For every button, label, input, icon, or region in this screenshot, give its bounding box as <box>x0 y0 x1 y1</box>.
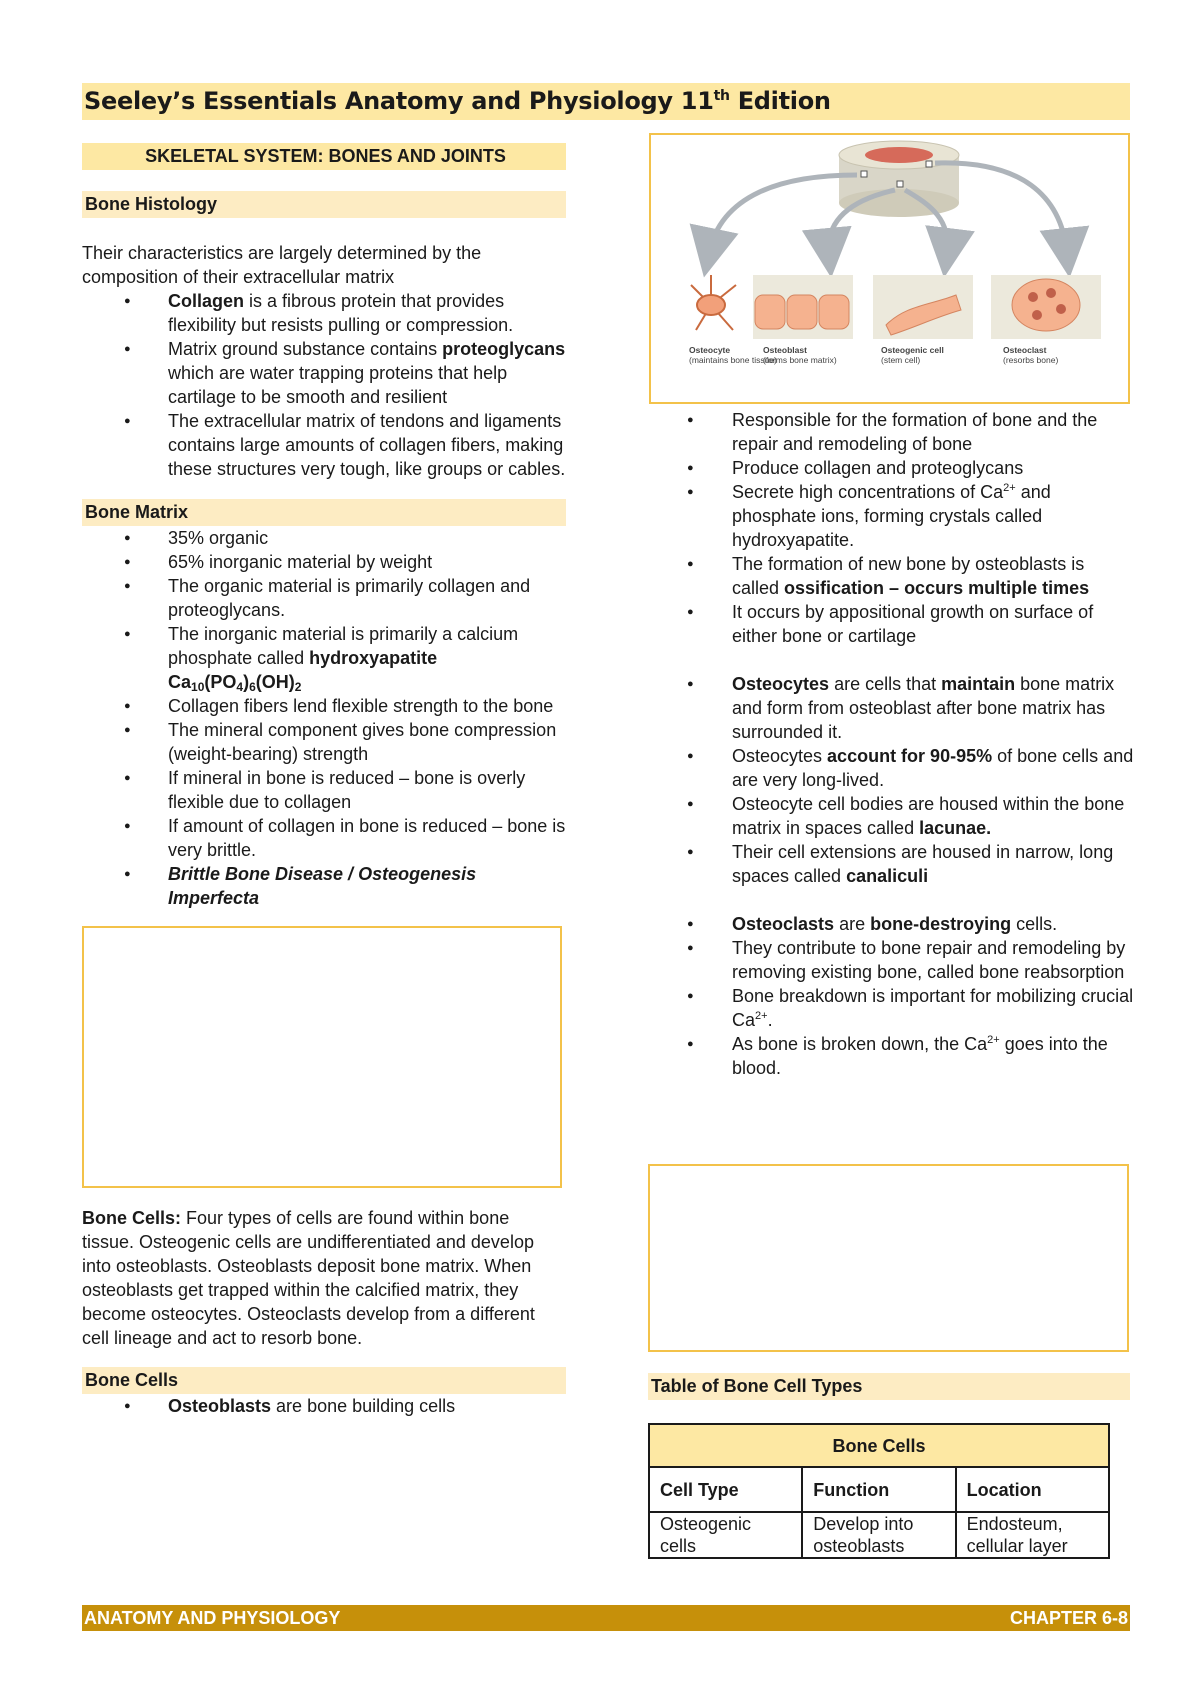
osteocyte-list <box>645 672 1135 888</box>
list-item: ● Responsible for the formation of bone and the repair and remodeling of bone <box>645 408 1135 456</box>
list-item: ● The formation of new bone by osteoblasts is called ossification – occurs multiple times <box>645 552 1135 600</box>
table-header-cell: Function <box>802 1467 955 1512</box>
title-superscript: th <box>713 88 730 104</box>
table-cell: Develop into osteoblasts <box>802 1512 955 1558</box>
osteoblast-list <box>645 408 1135 648</box>
table-heading: Table of Bone Cell Types <box>648 1373 1130 1400</box>
list-item: ● If mineral in bone is reduced – bone is overly flexible due to collagen <box>82 766 566 814</box>
list-item: ● The mineral component gives bone compression (weight-bearing) strength <box>82 718 566 766</box>
left-column <box>82 143 572 1418</box>
bone-cells-list <box>82 1394 572 1418</box>
footer-left: ANATOMY AND PHYSIOLOGY <box>84 1608 341 1628</box>
right-column <box>645 408 1135 1080</box>
label-osteoblast: Osteoblast <box>763 345 807 355</box>
image-placeholder-right <box>648 1164 1129 1352</box>
list-item: ● The extracellular matrix of tendons and ligaments contains large amounts of collagen fibers, making these structures very tough, like groups or cables. <box>82 409 566 481</box>
table-cell: Osteogenic cells <box>649 1512 802 1558</box>
histology-intro: Their characteristics are largely determined by the composition of their extracellular matrix <box>82 243 482 287</box>
label-osteoclast: Osteoclast <box>1003 345 1047 355</box>
table-cell: Endosteum, cellular layer <box>956 1512 1109 1558</box>
list-item: ● Osteocytes account for 90-95% of bone cells and are very long-lived. <box>645 744 1135 792</box>
label-osteogenic-desc: (stem cell) <box>881 355 921 365</box>
list-item: ● The inorganic material is primarily a calcium phosphate called hydroxyapatite $Ca_{10}(PO_4)_6(OH)_2$ <box>82 622 566 694</box>
label-osteocyte: Osteocyte <box>689 345 731 355</box>
list-item: ● Brittle Bone Disease / Osteogenesis Imperfecta <box>82 862 566 910</box>
list-item: ● Osteocytes are cells that maintain bone matrix and form from osteoblast after bone matrix has surrounded it. <box>645 672 1135 744</box>
list-item: ● The organic material is primarily collagen and proteoglycans. <box>82 574 566 622</box>
list-item: ● Matrix ground substance contains proteoglycans which are water trapping proteins that help cartilage to be smooth and resilient <box>82 337 566 409</box>
osteoclast-list <box>645 912 1135 1080</box>
label-osteocyte-desc: (maintains bone tissue) <box>689 355 777 365</box>
bone-cells-heading: Bone Cells <box>82 1367 566 1394</box>
list-item: ● Collagen is a fibrous protein that provides flexibility but resists pulling or compression. <box>82 289 566 337</box>
footer-right: CHAPTER 6-8 <box>1009 1608 1128 1628</box>
list-item: ● They contribute to bone repair and remodeling by removing existing bone, called bone reabsorption <box>645 936 1135 984</box>
label-osteoclast-desc: (resorbs bone) <box>1003 355 1059 365</box>
bone-cells-paragraph: Bone Cells: Four types of cells are found within bone tissue. Osteogenic cells are undifferentiated and develop into osteoblasts. Osteoblasts deposit bone matrix. When osteoblasts get trapped within the calcified matrix, they become osteocytes. Osteoclasts develop from a different cell lineage and act to resorb bone. <box>82 1208 535 1348</box>
figure-labels <box>689 345 1058 365</box>
title-text: Seeley’s Essentials Anatomy and Physiology 11 <box>84 87 714 115</box>
list-item: ● It occurs by appositional growth on surface of either bone or cartilage <box>645 600 1135 648</box>
list-item: ● Bone breakdown is important for mobilizing crucial $Ca^{2+}$. <box>645 984 1135 1032</box>
table-header-cell: Cell Type <box>649 1467 802 1512</box>
bone-matrix-heading: Bone Matrix <box>82 499 566 526</box>
osteoblast-icon <box>753 275 853 339</box>
chapter-section-heading: SKELETAL SYSTEM: BONES AND JOINTS <box>82 143 566 170</box>
list-item: ● Osteoblasts are bone building cells <box>82 1394 566 1418</box>
list-item: ● Collagen fibers lend flexible strength to the bone <box>82 694 566 718</box>
list-item: ● Produce collagen and proteoglycans <box>645 456 1135 480</box>
bone-cell-types-figure <box>649 133 1130 404</box>
image-placeholder-left <box>82 926 562 1188</box>
table-header-cell: Location <box>956 1467 1109 1512</box>
list-item: ● As bone is broken down, the $Ca^{2+}$ goes into the blood. <box>645 1032 1135 1080</box>
bone-histology-heading: Bone Histology <box>82 191 566 218</box>
histology-list <box>82 289 572 481</box>
matrix-list <box>82 526 572 910</box>
label-osteogenic: Osteogenic cell <box>881 345 944 355</box>
bone-cell-types-table <box>648 1423 1110 1559</box>
table-row <box>649 1512 1109 1558</box>
list-item: ● Their cell extensions are housed in narrow, long spaces called canaliculi <box>645 840 1135 888</box>
osteocyte-icon <box>691 275 736 330</box>
footer-bar <box>82 1605 1130 1631</box>
document-title-bar <box>82 83 1130 120</box>
osteoclast-icon <box>991 275 1101 339</box>
document-title <box>82 83 1130 120</box>
list-item: ● Osteoclasts are bone-destroying cells. <box>645 912 1135 936</box>
list-item: ● Osteocyte cell bodies are housed within the bone matrix in spaces called lacunae. <box>645 792 1135 840</box>
list-item: ● 35% organic <box>82 526 566 550</box>
label-osteoblast-desc: (forms bone matrix) <box>763 355 837 365</box>
bone-cells-illustration <box>651 135 1128 402</box>
list-item: ● 65% inorganic material by weight <box>82 550 566 574</box>
osteogenic-cell-icon <box>873 275 973 339</box>
list-item: ● Secrete high concentrations of $Ca^{2+}$ and phosphate ions, forming crystals called hydroxyapatite. <box>645 480 1135 552</box>
title-tail: Edition <box>729 87 831 115</box>
list-item: ● If amount of collagen in bone is reduced – bone is very brittle. <box>82 814 566 862</box>
hydroxyapatite-formula: $Ca_{10}(PO_4)_6(OH)_2$ <box>168 672 302 694</box>
table-title: Bone Cells <box>649 1424 1109 1467</box>
